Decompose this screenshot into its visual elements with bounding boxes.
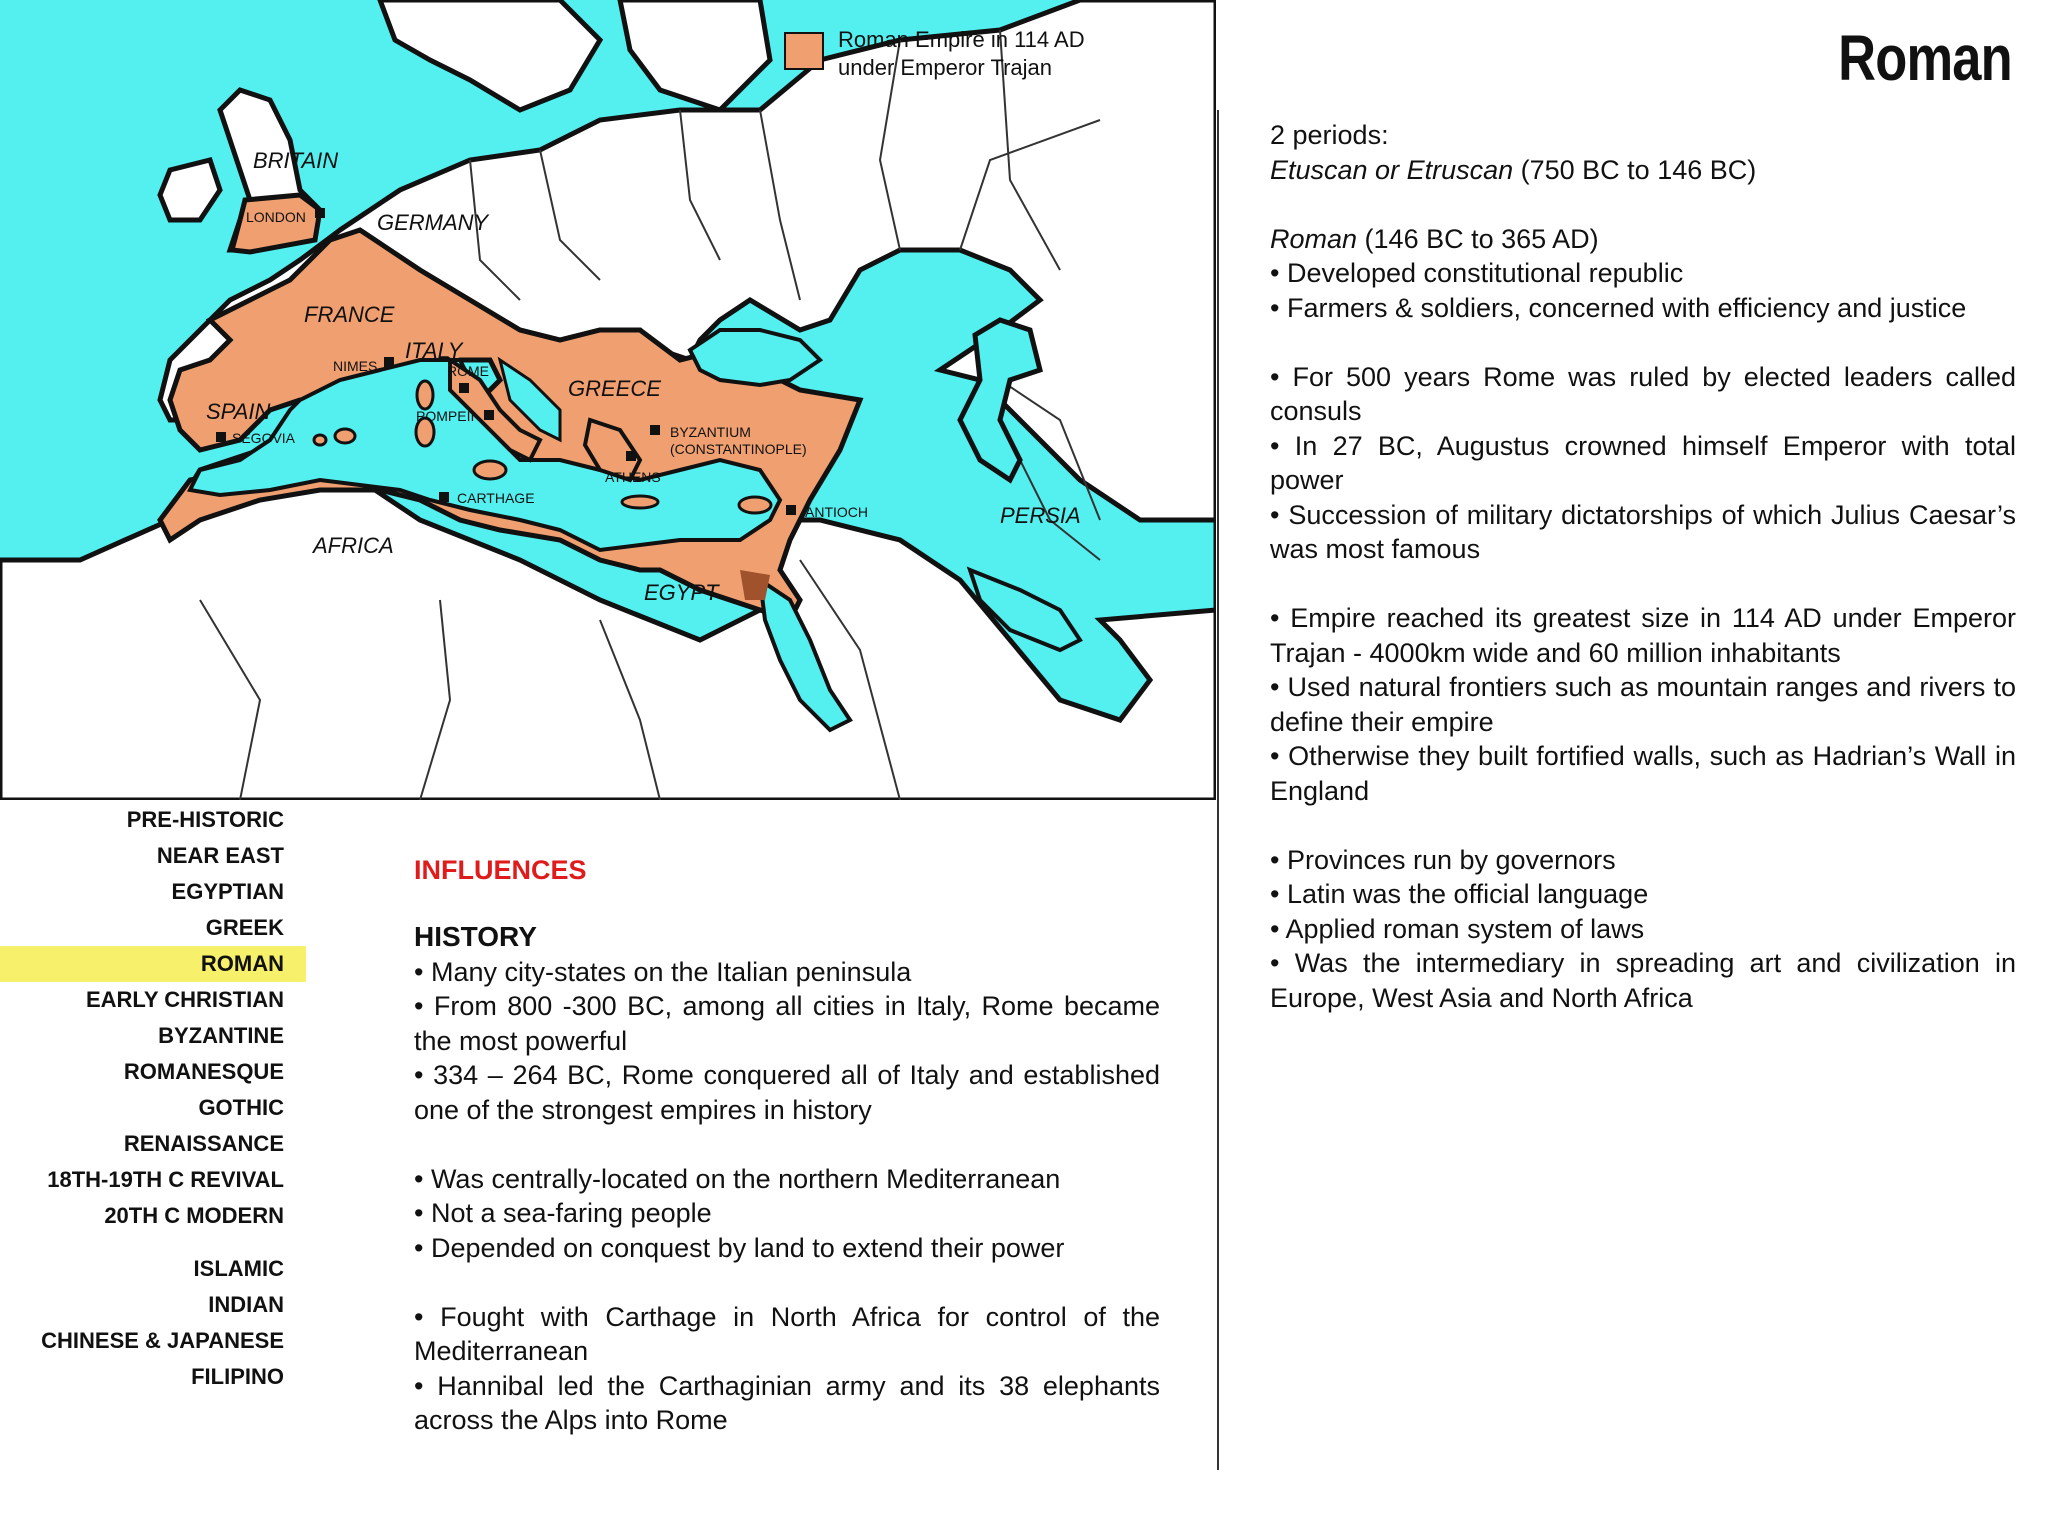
roman-empire-map	[0, 0, 1216, 800]
history-bullet: • From 800 -300 BC, among all cities in Italy, Rome became the most powerful	[414, 991, 1160, 1056]
map-label-italy: ITALY	[405, 338, 463, 363]
legend-line-1: Roman Empire in 114 AD	[838, 27, 1085, 52]
roman-dates: (146 BC to 365 AD)	[1357, 223, 1599, 254]
roman-name: Roman	[1270, 223, 1358, 254]
map-label-spain: SPAIN	[206, 399, 271, 424]
roman-bullet: • Was the intermediary in spreading art and civilization in Europe, West Asia and North Africa	[1270, 948, 2016, 1013]
legend	[838, 26, 1085, 82]
nav-item-modern[interactable]: 20TH C MODERN	[104, 1203, 284, 1228]
nav-item-islamic[interactable]: ISLAMIC	[193, 1256, 284, 1281]
history-bullet: • Was centrally-located on the northern Mediterranean	[414, 1163, 1061, 1194]
city-label-nimes: NIMES	[333, 358, 378, 374]
roman-bullet: • Latin was the official language	[1270, 879, 1649, 909]
roman-bullet: • Used natural frontiers such as mountain ranges and rivers to define their empire	[1270, 672, 2016, 737]
city-label-pompeii: POMPEII	[416, 408, 475, 424]
nav-item-revival[interactable]: 18TH-19TH C REVIVAL	[47, 1167, 284, 1192]
spacer	[1270, 808, 2016, 843]
history-bullet: • Hannibal led the Carthaginian army and its 38 elephants across the Alps into Rome	[414, 1370, 1160, 1435]
city-label-antioch: ANTIOCH	[805, 504, 868, 520]
periods-label: 2 periods:	[1270, 120, 1389, 150]
nav-item-romanesque[interactable]: ROMANESQUE	[123, 1059, 284, 1084]
nav-item-greek[interactable]: GREEK	[205, 915, 284, 940]
etruscan-dates: (750 BC to 146 BC)	[1513, 154, 1757, 185]
history-heading: HISTORY	[414, 921, 537, 952]
column-divider	[1217, 110, 1219, 1470]
roman-bullet: • Empire reached its greatest size in 114 AD under Emperor Trajan - 4000km wide and 60 million inhabitants	[1270, 603, 2016, 668]
spacer	[1270, 325, 2016, 360]
nav-item-chinese-japanese[interactable]: CHINESE & JAPANESE	[41, 1328, 284, 1353]
roman-period	[1270, 222, 2016, 257]
roman-bullet: • Developed constitutional republic	[1270, 258, 1684, 288]
legend-swatch	[784, 32, 824, 70]
roman-bullet: • In 27 BC, Augustus crowned himself Emperor with total power	[1270, 430, 2016, 495]
nav-item-gothic[interactable]: GOTHIC	[198, 1095, 284, 1120]
nav-item-filipino[interactable]: FILIPINO	[191, 1364, 284, 1389]
spacer	[414, 1265, 1160, 1300]
city-label-segovia: SEGOVIA	[232, 430, 296, 446]
nav-item-egyptian[interactable]: EGYPTIAN	[171, 879, 284, 904]
city-label-athens: ATHENS	[605, 469, 661, 485]
city-label-london: LONDON	[246, 209, 306, 225]
sinai-mark	[740, 570, 770, 600]
spacer	[1270, 187, 2016, 222]
map-label-germany: GERMANY	[377, 210, 489, 235]
history-section	[414, 920, 1160, 1438]
spacer	[414, 1127, 1160, 1162]
history-bullet: • Fought with Carthage in North Africa for control of the Mediterranean	[414, 1301, 1160, 1366]
nav-item-renaissance[interactable]: RENAISSANCE	[123, 1131, 284, 1156]
roman-bullet: • Otherwise they built fortified walls, such as Hadrian’s Wall in England	[1270, 741, 2016, 806]
city-label-carthage: CARTHAGE	[457, 490, 535, 506]
nav-item-pre-historic[interactable]: PRE-HISTORIC	[126, 807, 284, 832]
map-label-france: FRANCE	[304, 302, 395, 327]
history-bullet: • Not a sea-faring people	[414, 1198, 712, 1228]
city-label-constantinople: (CONSTANTINOPLE)	[670, 441, 807, 457]
history-bullet: • Depended on conquest by land to extend their power	[414, 1232, 1065, 1263]
city-label-rome: ROME	[447, 363, 489, 379]
roman-bullet: • Provinces run by governors	[1270, 844, 1616, 875]
map-label-persia: PERSIA	[1000, 503, 1081, 528]
etruscan-period	[1270, 153, 2016, 188]
legend-line-2: under Emperor Trajan	[838, 55, 1052, 80]
map-label-greece: GREECE	[568, 376, 661, 401]
map-label-africa: AFRICA	[313, 533, 394, 558]
roman-bullet: • Succession of military dictatorships of which Julius Caesar’s was most famous	[1270, 499, 2016, 564]
page-title: Roman	[1838, 22, 2012, 94]
history-bullet: • 334 – 264 BC, Rome conquered all of Italy and established one of the strongest empires in history	[414, 1060, 1160, 1125]
etruscan-name: Etuscan or Etruscan	[1270, 154, 1514, 185]
periods-section	[1270, 118, 2016, 1015]
roman-bullet: • Farmers & soldiers, concerned with efficiency and justice	[1270, 292, 1967, 323]
map-label-egypt: EGYPT	[644, 580, 719, 605]
city-label-byzantium: BYZANTIUM	[670, 424, 751, 440]
spacer	[1270, 567, 2016, 602]
map-label-britain: BRITAIN	[253, 148, 339, 173]
influences-heading: INFLUENCES	[414, 855, 587, 885]
history-bullet: • Many city-states on the Italian peninsula	[414, 956, 912, 987]
nav-item-early-christian[interactable]: EARLY CHRISTIAN	[85, 987, 284, 1012]
nav-item-near-east[interactable]: NEAR EAST	[156, 843, 284, 868]
nav-item-roman[interactable]: ROMAN	[0, 946, 306, 982]
roman-bullet: • Applied roman system of laws	[1270, 913, 1645, 944]
nav-item-indian[interactable]: INDIAN	[208, 1292, 284, 1317]
roman-bullet: • For 500 years Rome was ruled by elected leaders called consuls	[1270, 361, 2016, 426]
nav-item-byzantine[interactable]: BYZANTINE	[158, 1023, 284, 1048]
